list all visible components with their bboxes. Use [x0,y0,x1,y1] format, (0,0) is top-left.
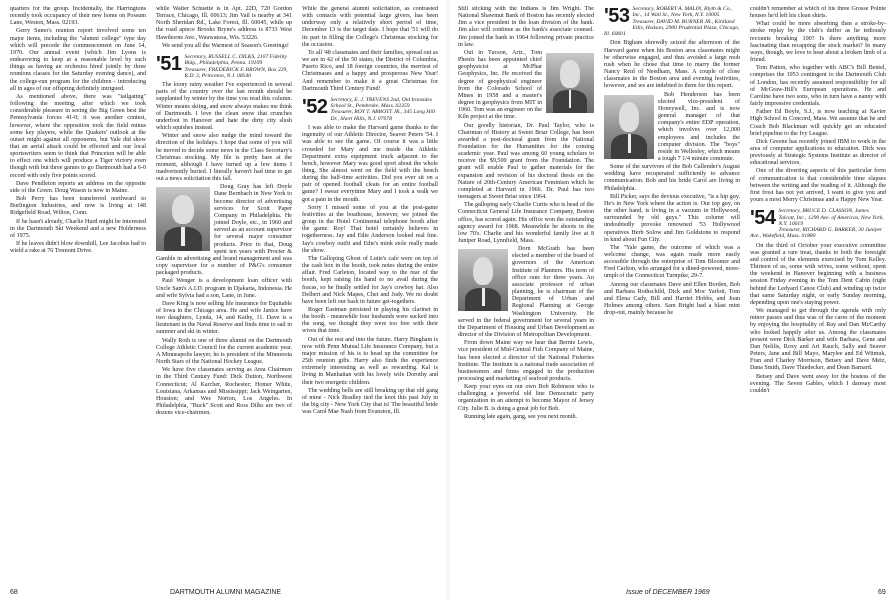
page-number: 68 [10,589,18,596]
paragraph: To all '48 classmates and their families, spread out as we are in 42 of the 50 states, the District of Columbia, Puerto Rico, and 18 foreign countries, the merriest of Christmases and a happy and prosperous New Year! And remember to make it a great Christmas for Dartmouth Third Century Fund! [302,49,438,92]
issue-date: Issue of DECEMBER 1969 [626,589,710,596]
paragraph: while Walter Schuette is in Apt. 22D, 720 Gordon Terrace, Chicago, Ill. 60613; Jim Vail is nearby at 341 North Sheridan Rd., Lake Forest, Ill. 60045, while up the road apiece Brooks Bryne's address is 8733 West Hawthorne Ave., Wauwatosa, Wis. 53226. [156,6,292,41]
paragraph: Dave Pendleton reports an address on the opposite side of the Green. Doug Wason is now in Maine. [10,180,146,194]
paragraph: Winter and snow also nudge the mind toward the direction of the holidays. I hope that some of you will be moved to decide some news in the Class Secretary's Christmas stocking. My file is pretty bare at the moment, although I have turned up a few items I inadvertently buried. I literally haven't had time to get out a news solicitation this fall. [156,133,292,183]
paragraph: Dick Greene has recently joined IBM to work in the area of computer applications to education. Dick was previously at Strategic Systems Institute as director of educational services. [750,138,886,167]
class-year: '54 [750,208,776,230]
paragraph: couldn't remember at which of his three Grosse Pointe houses he'd left his clean shirts. [750,6,886,20]
left-column-2 [156,6,292,576]
paragraph: Wally Roth is one of three alumni on the Dartmouth College Athletic Council for the current academic year. A Minneapolis lawyer, he is president of the Minnesota North Stars of the National Hockey League. [156,337,292,366]
paragraph: Among our classmates Dave and Ellen Borden, Bob and Barbara Rothschild, Dick and Moc Yarlott, Tom and Elena Cady, Bill and Harriet Hobbs, and Joan Holmes among others. Sam Bright had a blast mint drop-out, mainly because he [604,281,740,317]
paragraph: We have five classmates serving as Area Chairmen in the Third Century Fund: Dick Dutton, Northwest Connecticut; Al Karcher, Rochester; Homer White, Louisiana, Arkansas and Mississippi; Jack Weingarten, Houston; and Wes Norton, Los Angeles. In Philadelphia, "Buck" Scott and Ross Dilks are two of dozens vice-chairmen. [156,367,292,417]
class-treasurer: Treasurer, RICHARD G. BARKER, 30 Juniper Ave., Wakefield, Mass. 01880 [750,227,883,240]
paragraph: We managed to get through the agenda with only minor passes and thus was of the cares of the moment by enjoying the hospitality of Ray and Dan McCarthy who looked happily after us. Among the classmates present were Dick Barker and wife Barbara, Gene and Dan Nelilis, Roxy and Art Rauch, Sally and Seaver Peters, Jane and Bill Mayo, Marylee and Ed Witmuk, Fran and Charley Morrison, Betsey and Dave Metz, Dana Smith, Dave Thiedecker, and Dean Barnard. [750,308,886,372]
paragraph: Dorn McGrath has been elected a member of the board of governors of the American Institute of Planners. His term of office runs for three years. An associate professor of urban planning, he is chairman of the Department of Urban and Regional Planning at George Washington University. He served in the federal government for several years in the Department of Housing and Urban Development as director of the Division of Metropolitan Development. [458,246,594,339]
class-header-51 [156,54,292,79]
paragraph: Running late again, gang, see you next month. [464,413,578,420]
paragraph: Our goodly historian, Dr. Paul Taylor, who is Chairman of History at Sweet Briar College, has been awarded a post-doctoral grant from the National Foundation for the Humanities for the coming academic year. Paul was among 60 young scholars to receive the $9,500 grant from the Foundation. The grant will enable Paul to gather materials for the expansion and revision of his doctoral thesis on the Nature of 20th-Century American Feminism which he completed at Harvard in 1966. Dr. Paul has two teenagers at Sweet Briar since 1964. [458,122,594,201]
paragraph: Bill Picker, says the devious executive, "is a hip guy. He's in New York where the action is. Our top guy, on the other hand, is living in a vacuum in Hollywood, surrounded by old guys." This column will undoubtedly provoke renowned '53 Hollywood operatives Herb Solow and Jim Goldstone to respond in kind about Fun City. [604,193,740,243]
paragraph: Bob Perry has been transferred northward to Burlington Industries, and now is living at 148 Ridgefield Road, Wilton, Conn. [10,196,146,217]
paragraph: Out of the rest and into the future. Harry Bingham is now with Penn Mutual Life Insurance Company, but a major mission of his is to head up the committee for 25th reunion gifts. Harry also finds the experience extremely interesting as well as rewarding. Kal is living in Manhattan with his lovely wife Dorothy and their two energetic children. [302,336,438,386]
paragraph: Out in Tucson, Ariz., Tom Phenix has been appointed chief geophysicist at McPhar Geophysics, Inc. He received the degree of geophysical engineer from the Colorado School of Mines in 1958 and a master's degree in geophysics from MIT in 1960. Tom was an engineer on the Kiln project at the time. [458,49,542,121]
paragraph: What could be more absorbing than a stroke-by-stroke replay by the club's duffer as he tediously recounts breaking 100? Is there anything more fascinating than recapping the stock market? In many ways, though, we love to hear about a broken limb of a friend. [750,21,886,64]
class-secretary: Secretary, E. J. TREVENS 2nd, Old Ironsides School St., Pembroke, Mass. 02359 [330,96,433,110]
right-column-3 [750,6,886,576]
paragraph: Dave King is now selling life insurance for Equitable of Iowa in the Chicago area. He and wife Janice have two daughters, Lynda, 14, and Kathy, 11. Dave is a lieutenant in the Naval Reserve and finds time to sail in summer and ski in winter. [156,300,292,336]
paragraph: The wedding bells are still breaking up that old gang of mine - Nick Bradley tied the knot this past July in the big city - New York City that is! The beautiful bride was Carol Mae Nash from Evanston, Ill. [302,387,438,416]
portrait-photo [156,187,210,251]
paragraph: Father Ed Boyle, S.J., is now teaching at Xavier High School in Concord, Mass. We assume that he and Coach Bob Blackman will quickly get an educated brief pipeline to the Ivy League. [750,109,886,137]
paragraph: Paul Wenger is a development loan officer with Uncle Sam's A.I.D. program in Djakarta, Indonesia. He and wife Sylvia had a son, Lane, in June. [156,278,292,299]
left-column-3 [302,6,438,576]
paragraph: Sorry I missed some of you at the post-game festivities at the boathouse, however, we joined the group in the Hotel Continental telephone booth after the game. Roy! That hotel certainly believes in togetherness. Jay and Edie Anderson looked real fine. Jay's cowboy outfit and Edie's mink stole really made the show. [302,204,438,254]
paragraph: From down Maine way we hear that Bernie Lewis, vice president of Mid-Central Fish Company of Maine, has been elected a director of the National Fisheries Institute. The Institute is a national trade association of businessmen and firms engaged in the production processing and marketing of seafood products. [458,340,594,382]
paragraph: If he leaves didn't blow downhill, Lee Jacobus had to wield a rake at 76 Tremont Drive. [10,241,146,255]
right-column-1 [458,6,594,576]
paragraph: Gerry Sumo's reunion report involved some ten major items, including the "alumni college" type day which will precede the commencement on June 14, 1970. Our annual event (which Jim Lyons is endeavoring to keep at a reasonable level by such things as having an orchestra hired jointly by three reunions classes for the Saturday evening dance), and the college-run program for the children - introducing all in ages of our offspring definitely intrigued. [10,28,146,92]
class-secretary: Secretary, BRUCE D. CLASSON, James Talcott, Inc., 1290 Ave. of Americas, New York, N.Y. 10019 [778,208,884,227]
class-year: '53 [604,6,630,27]
class-treasurer: Treasurer, FREDERICK F. BROWN, Box 229, R.D. 3, Princeton, N.J. 08540 [184,66,288,79]
paragraph: On the third of October your executive committee was granted a rare treat, thanks to both the foresight and control of the elements exercised by Tom Kelley. Thirteen of us, some with wives, some without, spent the weekend in Hanover beginning with a business session Friday evening in the Tom Dent Cabin (right behind the Ledyard Canoe Club) and winding up twice that same Saturday night, or early Sunday morning, depending upon one's staying power. [750,242,886,306]
right-column-2 [604,6,740,576]
class-year: '52 [302,96,328,118]
portrait-photo [604,95,654,159]
portrait-photo [458,249,508,311]
paragraph: Bob Henderson has been elected vice-president of Honeywell, Inc. and is now general manager of that company's entire EDP operation, which involves over 12,000 employees and includes the computer division. The "boys" reside in Wellesley, which means a tough 7 1/4 minute commute. [658,91,740,162]
left-page [0,0,446,600]
paragraph: While the general alumni solicitation, as contrasted with contacts with potential large givers, has been underway only a relatively short period of time, December 13 is the target date. I hope that '51 will do its part in filling the College's Christmas stocking for the occasion. [302,6,438,48]
paragraph: Keep your eyes on our own Bob Robinson who is challenging a powerful old line Democratic party organization in an attempt to become Mayor of Jersey City. Julie B. is doing a great job for Bob. [458,384,594,412]
magazine-title: DARTMOUTH ALUMNI MAGAZINE [170,589,282,596]
paragraph: Betsey and Dave went away for the hostess of the evening. The Seven Gables, which I daresay most couldn't [750,373,886,394]
paragraph: If he hasn't already, Charlie Hurd might be interested in the Dartmouth Ski Weekend and a new Holderness of 1975. [10,218,146,239]
class-header-53 [604,6,740,37]
class-secretary: Secretary, RUSSELL C. DILKS, 2107 Fidelity Bldg., Philadelphia, Penna. 19109 [184,53,288,67]
paragraph: Tom Patton, who together with ABC's Bill Bentel, comprises the 1953 contingent to the Dartmouth Club of London, has recently assumed responsibility for all of McGraw-Hill's European operations. He and Caroline have two sons, who in turn have a nanny with fairly impressive credentials. [750,65,886,108]
class-header-54 [750,208,886,239]
paragraph: The galloping early Charlie Curtis who is head of the Connecticut General Life Insurance Company, Boston office, has scored again. His office won the outstanding agency award for 1968. Meanwhile he shoots in the low 70's. Charlie and his wonderful family live at 8 Juniper Road, Lynnfield, Mass. [458,202,594,244]
class-secretary: Secretary, ROBERT A. MALIN, Blyth & Co., Inc., 14 Wall St., New York, N.Y. 10005 [632,6,733,19]
right-page [450,0,896,600]
paragraph: quarters for the group. Incidentally, the Harringtons recently took occupancy of their new home on Possum Lane, Weston, Mass. 02193. [10,6,146,27]
paragraph: Roger Eastman persisted in playing his clarinet in the booth - meanwhile four husbands were sucked into the song, we thought they were too free with their wives that time. [302,306,438,335]
paragraph: One of the diverting aspects of this particular form of communication is that considerable time elapses between the writing and the reading of it. Although the first frost has not yet arrived, I want to give you and yours a most Merry Christmas and a Happy New Year. [750,168,886,204]
paragraph: Still sticking with the Indians is Jim Wright. The National Shawmut Bank of Boston has recently elected Jim a vice president in the loan division of the bank. Jim also will continue as the bank's associate counsel. Jim joined the bank in 1964 following private practice in law. [458,6,594,48]
paragraph: The "Yale game, the outcome of which was a welcome change, was again made more easily accessible through the enterprise of Tom Bloomer and Fred Carlton, who arranged for a dined-powered, more-umph of the Connecticut Turnpike, 29-7. [604,244,740,280]
class-treasurer: Treasurer, ROY T. ABBOTT JR., 345 Long Hill Dr., Short Hills, N.J. 07078 [330,109,435,122]
portrait-photo [546,53,594,113]
paragraph: As mentioned above, there was "tailgating" following the meeting, after which we took considerable pleasure in seeing the Big Green best the Pennsylvania forces 41-0; it was another contest, however, where the opposition took the field minus some key players, while the Quakers' outlook at the outset might against all opponents, but Yale did show that an aerial attack could be effected and our local sportswriters seem to think that Princeton will be able to effect one which will produce a Tiger victory even though with but three games to go Dartmouth had a 6-0 record with only five points scored. [10,93,146,179]
page-number: 69 [878,589,886,596]
class-treasurer: Treasurer, DAVID M. BURNER JR., Kirkland Ellis, Hodson, 2900 Prudential Plaza, Chicago, Ill. 60601 [604,18,740,38]
paragraph: The loony rainy weather I've experienced in several parts of the country over the last month should be supplanted by winter by the time you read this column. Winter means skiing, and snow always makes me think of Dartmouth. I love the clean snow that crunches underfoot in Hanover and hate the dirty city slush which squishes instead. [156,82,292,132]
class-header-52 [302,97,438,122]
class-year: '51 [156,53,182,75]
paragraph: We send you all the Warmest of Season's Greetings! [162,42,289,49]
paragraph: Some of the survivors of the Bob Callender's August wedding have recuperated sufficiently to advance communication. Bob and his bride Carol are living in Philadelphia. [604,164,740,192]
left-column-1 [10,6,146,576]
paragraph: Doug Gray has left Doyle Dane Bernbach in New York to become director of advertising services for Scott Paper Company in Philadelphia. He joined Doyle, etc., in 1960 and served as an account supervisor for several major consumer products. Prior to that, Doug spent ten years with Procter & Gamble in advertising and brand management and was copy supervisor for a number of P&G's consumer packaged products. [156,184,292,277]
paragraph: I was able to make the Harvard game thanks to the ingenuity of our Athletic Director, Seaver Peters '54. I was able to see the game. Of course it was a little crowded for Mary and me inside the Athletic Department extra equipment truck adjacent to the bench, however Mary was good sport about the whole thing. She almost went on the field with the bench during the half-time activities. Did you ever sit on a pair of opened football cleats for an entire football game? I swear everytime Mary and I took a walk we got a pain in the mouth. [302,125,438,203]
paragraph: The Galloping Ghost of Lutie's cafe were on top of the cash box in the booth, took notes during the entire affair. Fred Carleton, located way to the rear of the booth, kept raising his hand to no avail during the fracas, so he finally settled for Jay's cowboy hat. Also Delbert and Nick Mapes, Chet and Judy. We no doubt have been left our bash in future get-togethers. [302,255,438,305]
paragraph: Don Bigham shrewdly seized the afternoon of the Harvard game when his Boston area classmates might be otherwise engaged, and thus avoided a large mob rush when he chose that time to marry the former Nancy Reid of Needham, Mass. A couple of close classmates in the Boston area and evening festivities, however, and we are indebted to them for this report. [604,40,740,90]
